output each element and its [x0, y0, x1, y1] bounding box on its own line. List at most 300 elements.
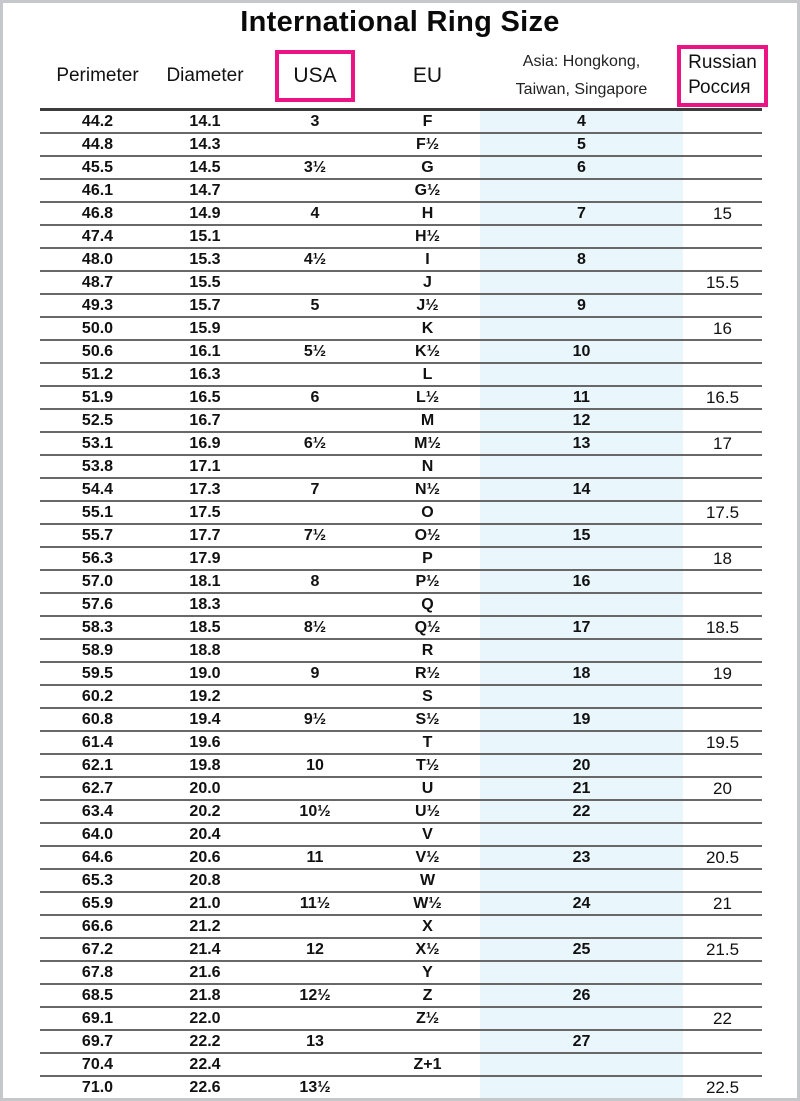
cell-eu: N½ — [415, 480, 440, 498]
cell-diameter: 22.6 — [189, 1078, 221, 1096]
cell-usa: 8 — [310, 572, 320, 590]
cell-asia: 8 — [480, 249, 683, 270]
cell-eu: P½ — [415, 572, 440, 590]
cell-diameter: 21.4 — [189, 940, 221, 958]
cell-usa — [255, 686, 375, 707]
cell-asia — [480, 732, 683, 753]
cell-russian — [683, 111, 762, 132]
cell-asia: 16 — [480, 571, 683, 592]
cell-russian: 17 — [713, 434, 732, 453]
cell-eu: U — [421, 779, 434, 797]
cell-perimeter: 66.6 — [81, 917, 114, 935]
table-row — [40, 686, 762, 709]
cell-asia — [480, 686, 683, 707]
cell-russian: 15 — [713, 204, 732, 223]
table-row — [40, 548, 762, 571]
cell-russian: 19.5 — [705, 733, 740, 752]
cell-russian — [683, 341, 762, 362]
cell-usa: 5½ — [303, 342, 327, 360]
cell-diameter: 22.0 — [189, 1009, 221, 1027]
cell-perimeter: 49.3 — [81, 296, 114, 314]
cell-eu: N — [421, 457, 434, 475]
column-header-perimeter: Perimeter — [56, 65, 139, 86]
cell-perimeter: 53.8 — [81, 457, 114, 475]
table-row — [40, 410, 762, 433]
cell-asia — [480, 962, 683, 983]
cell-perimeter: 46.8 — [81, 204, 114, 222]
cell-perimeter: 62.7 — [81, 779, 114, 797]
cell-eu: I — [425, 250, 430, 268]
cell-usa: 9½ — [303, 710, 327, 728]
table-row — [40, 893, 762, 916]
cell-asia — [480, 824, 683, 845]
cell-perimeter: 70.4 — [81, 1055, 114, 1073]
cell-russian — [683, 962, 762, 983]
cell-russian — [683, 916, 762, 937]
table-row — [40, 341, 762, 364]
table-row — [40, 502, 762, 525]
cell-diameter: 21.8 — [189, 986, 221, 1004]
table-row — [40, 571, 762, 594]
cell-eu: K — [421, 319, 434, 337]
column-header-asia — [516, 48, 648, 104]
cell-russian — [683, 985, 762, 1006]
cell-usa: 5 — [310, 296, 320, 314]
page-title: International Ring Size — [240, 6, 560, 38]
table-row — [40, 226, 762, 249]
table-row — [40, 272, 762, 295]
cell-usa — [255, 916, 375, 937]
cell-perimeter: 71.0 — [81, 1078, 114, 1096]
cell-diameter: 16.5 — [189, 388, 221, 406]
table-row — [40, 318, 762, 341]
cell-perimeter: 60.8 — [81, 710, 114, 728]
cell-diameter: 18.5 — [189, 618, 221, 636]
cell-asia: 17 — [480, 617, 683, 638]
cell-russian — [683, 870, 762, 891]
cell-eu: Q — [421, 595, 434, 613]
cell-eu: R½ — [415, 664, 440, 682]
cell-diameter: 14.9 — [189, 204, 221, 222]
cell-diameter: 22.4 — [189, 1055, 221, 1073]
cell-russian — [683, 571, 762, 592]
cell-usa — [255, 226, 375, 247]
cell-perimeter: 50.0 — [81, 319, 114, 337]
cell-asia: 12 — [480, 410, 683, 431]
table-row — [40, 180, 762, 203]
cell-perimeter: 48.7 — [81, 273, 114, 291]
cell-russian: 19 — [713, 664, 732, 683]
table-row — [40, 525, 762, 548]
cell-russian: 18.5 — [705, 618, 740, 637]
cell-diameter: 15.3 — [189, 250, 221, 268]
cell-eu: J½ — [416, 296, 439, 314]
cell-diameter: 16.1 — [189, 342, 221, 360]
cell-usa: 11 — [306, 848, 324, 866]
usa-highlight-box — [275, 50, 354, 102]
cell-asia — [480, 594, 683, 615]
cell-diameter: 17.7 — [189, 526, 221, 544]
cell-usa: 7½ — [303, 526, 327, 544]
cell-asia — [480, 1008, 683, 1029]
cell-asia — [480, 364, 683, 385]
cell-eu: V — [422, 825, 433, 843]
russian-label-line1: Russian — [688, 52, 757, 74]
column-header-russian — [677, 45, 768, 106]
cell-perimeter: 62.1 — [81, 756, 114, 774]
cell-eu: H½ — [415, 227, 440, 245]
cell-eu: F½ — [415, 135, 440, 153]
table-row — [40, 663, 762, 686]
cell-eu: F — [422, 112, 433, 130]
cell-perimeter: 46.1 — [81, 181, 114, 199]
cell-asia: 9 — [480, 295, 683, 316]
cell-asia: 10 — [480, 341, 683, 362]
cell-asia — [480, 318, 683, 339]
cell-asia: 25 — [480, 939, 683, 960]
cell-russian: 15.5 — [705, 273, 740, 292]
cell-asia: 22 — [480, 801, 683, 822]
cell-diameter: 19.8 — [189, 756, 221, 774]
cell-diameter: 17.5 — [189, 503, 221, 521]
cell-russian — [683, 295, 762, 316]
cell-diameter: 19.0 — [189, 664, 221, 682]
table-header-row — [40, 44, 762, 111]
table-row — [40, 778, 762, 801]
cell-diameter: 21.2 — [189, 917, 221, 935]
cell-usa: 12½ — [299, 986, 331, 1004]
cell-russian — [683, 1054, 762, 1075]
cell-perimeter: 57.6 — [81, 595, 114, 613]
cell-diameter: 18.1 — [189, 572, 221, 590]
cell-eu — [375, 1077, 480, 1098]
cell-usa — [255, 364, 375, 385]
cell-usa: 7 — [310, 480, 320, 498]
cell-perimeter: 51.2 — [81, 365, 114, 383]
cell-diameter: 16.3 — [189, 365, 221, 383]
cell-diameter: 17.1 — [189, 457, 221, 475]
cell-russian — [683, 157, 762, 178]
cell-eu: S — [422, 687, 433, 705]
cell-usa: 8½ — [303, 618, 327, 636]
cell-eu: R — [421, 641, 434, 659]
cell-russian — [683, 134, 762, 155]
cell-russian: 22.5 — [705, 1078, 740, 1097]
column-header-diameter: Diameter — [166, 65, 244, 86]
cell-russian: 21.5 — [705, 940, 740, 959]
cell-eu: T — [422, 733, 433, 751]
table-row — [40, 203, 762, 226]
table-row — [40, 157, 762, 180]
russian-highlight-box — [677, 45, 768, 106]
cell-usa — [255, 134, 375, 155]
cell-diameter: 22.2 — [189, 1032, 221, 1050]
asia-label-line2: Taiwan, Singapore — [515, 81, 648, 98]
cell-usa — [255, 410, 375, 431]
cell-eu: P — [422, 549, 433, 567]
cell-perimeter: 65.3 — [81, 871, 114, 889]
cell-perimeter: 44.2 — [81, 112, 114, 130]
table-row — [40, 479, 762, 502]
cell-usa: 13½ — [299, 1078, 331, 1096]
cell-eu: M — [420, 411, 435, 429]
cell-eu: L½ — [415, 388, 440, 406]
column-header-eu: EU — [412, 64, 443, 87]
cell-russian — [683, 479, 762, 500]
cell-diameter: 15.5 — [189, 273, 221, 291]
cell-eu: O — [421, 503, 434, 521]
cell-asia: 15 — [480, 525, 683, 546]
cell-eu: K½ — [415, 342, 440, 360]
cell-eu: W — [419, 871, 436, 889]
cell-usa: 3½ — [303, 158, 327, 176]
table-row — [40, 1054, 762, 1077]
cell-russian: 18 — [713, 549, 732, 568]
cell-eu: G½ — [414, 181, 441, 199]
table-row — [40, 985, 762, 1008]
cell-perimeter: 54.4 — [81, 480, 114, 498]
table-row — [40, 134, 762, 157]
cell-eu: Z — [422, 986, 433, 1004]
cell-diameter: 14.1 — [189, 112, 221, 130]
cell-perimeter: 59.5 — [81, 664, 114, 682]
table-row — [40, 1008, 762, 1031]
cell-usa: 9 — [310, 664, 320, 682]
column-header-usa — [275, 50, 354, 102]
cell-diameter: 20.0 — [189, 779, 221, 797]
cell-asia: 18 — [480, 663, 683, 684]
cell-russian: 20.5 — [705, 848, 740, 867]
cell-diameter: 14.3 — [189, 135, 221, 153]
cell-diameter: 16.9 — [189, 434, 221, 452]
cell-russian — [683, 456, 762, 477]
cell-perimeter: 58.3 — [81, 618, 114, 636]
cell-perimeter: 55.1 — [81, 503, 114, 521]
cell-eu — [375, 1031, 480, 1052]
cell-perimeter: 44.8 — [81, 135, 114, 153]
cell-eu: T½ — [415, 756, 440, 774]
cell-perimeter: 51.9 — [81, 388, 114, 406]
cell-perimeter: 50.6 — [81, 342, 114, 360]
cell-asia: 11 — [480, 387, 683, 408]
cell-asia — [480, 272, 683, 293]
cell-asia: 26 — [480, 985, 683, 1006]
cell-asia: 27 — [480, 1031, 683, 1052]
cell-usa — [255, 502, 375, 523]
cell-russian — [683, 180, 762, 201]
cell-perimeter: 63.4 — [81, 802, 114, 820]
table-row — [40, 640, 762, 663]
cell-perimeter: 56.3 — [81, 549, 114, 567]
russian-label-line2: Россия — [688, 77, 751, 98]
cell-eu: L — [422, 365, 433, 383]
cell-usa: 11½ — [299, 894, 331, 912]
cell-asia: 6 — [480, 157, 683, 178]
table-row — [40, 755, 762, 778]
cell-eu: J — [423, 273, 432, 291]
cell-usa: 3 — [310, 112, 320, 130]
cell-eu: Z½ — [415, 1009, 440, 1027]
cell-perimeter: 67.8 — [81, 963, 114, 981]
cell-diameter: 19.2 — [189, 687, 221, 705]
table-row — [40, 617, 762, 640]
table-row — [40, 801, 762, 824]
cell-eu: V½ — [415, 848, 440, 866]
cell-eu: G — [421, 158, 434, 176]
cell-perimeter: 60.2 — [81, 687, 114, 705]
cell-diameter: 14.5 — [189, 158, 221, 176]
cell-diameter: 14.7 — [189, 181, 221, 199]
cell-russian: 20 — [713, 779, 732, 798]
cell-diameter: 20.8 — [189, 871, 221, 889]
cell-eu: W½ — [413, 894, 442, 912]
table-row — [40, 387, 762, 410]
cell-usa: 12 — [306, 940, 324, 958]
cell-asia: 14 — [480, 479, 683, 500]
cell-asia: 4 — [480, 111, 683, 132]
cell-diameter: 15.7 — [189, 296, 221, 314]
cell-russian — [683, 410, 762, 431]
cell-eu: H — [421, 204, 434, 222]
cell-eu: Z+1 — [413, 1055, 442, 1073]
table-row — [40, 870, 762, 893]
cell-usa — [255, 272, 375, 293]
cell-diameter: 19.6 — [189, 733, 221, 751]
table-row — [40, 1031, 762, 1054]
cell-russian — [683, 594, 762, 615]
cell-usa: 10½ — [299, 802, 331, 820]
usa-label: USA — [293, 64, 337, 87]
cell-asia — [480, 502, 683, 523]
cell-asia: 21 — [480, 778, 683, 799]
cell-usa — [255, 1054, 375, 1075]
cell-eu: Y — [422, 963, 433, 981]
table-body — [40, 111, 762, 1100]
cell-usa — [255, 962, 375, 983]
cell-russian — [683, 755, 762, 776]
cell-asia: 23 — [480, 847, 683, 868]
cell-usa: 13 — [306, 1032, 324, 1050]
table-row — [40, 249, 762, 272]
table-row — [40, 962, 762, 985]
cell-perimeter: 57.0 — [81, 572, 114, 590]
cell-usa — [255, 1008, 375, 1029]
cell-usa — [255, 456, 375, 477]
cell-perimeter: 68.5 — [81, 986, 114, 1004]
cell-diameter: 21.0 — [189, 894, 221, 912]
cell-eu: X — [422, 917, 433, 935]
cell-usa — [255, 640, 375, 661]
cell-usa: 10 — [306, 756, 324, 774]
cell-russian — [683, 249, 762, 270]
cell-asia — [480, 226, 683, 247]
cell-usa — [255, 778, 375, 799]
cell-russian: 17.5 — [705, 503, 740, 522]
table-row — [40, 594, 762, 617]
cell-russian — [683, 364, 762, 385]
cell-perimeter: 52.5 — [81, 411, 114, 429]
cell-eu: Q½ — [414, 618, 441, 636]
cell-perimeter: 69.7 — [81, 1032, 114, 1050]
cell-asia: 7 — [480, 203, 683, 224]
cell-asia: 5 — [480, 134, 683, 155]
table-row — [40, 456, 762, 479]
table-row — [40, 1077, 762, 1100]
cell-perimeter: 55.7 — [81, 526, 114, 544]
table-row — [40, 433, 762, 456]
cell-diameter: 15.9 — [189, 319, 221, 337]
cell-asia — [480, 870, 683, 891]
cell-asia: 13 — [480, 433, 683, 454]
table-row — [40, 709, 762, 732]
cell-asia — [480, 1077, 683, 1098]
cell-russian: 21 — [713, 894, 732, 913]
cell-usa: 4½ — [303, 250, 327, 268]
cell-perimeter: 64.0 — [81, 825, 114, 843]
cell-russian — [683, 801, 762, 822]
cell-asia: 24 — [480, 893, 683, 914]
cell-usa: 6½ — [303, 434, 327, 452]
cell-diameter: 15.1 — [189, 227, 221, 245]
cell-usa — [255, 824, 375, 845]
cell-asia — [480, 180, 683, 201]
cell-eu: O½ — [414, 526, 441, 544]
cell-russian: 16.5 — [705, 388, 740, 407]
cell-asia — [480, 456, 683, 477]
cell-usa: 6 — [310, 388, 320, 406]
table-row — [40, 847, 762, 870]
cell-russian — [683, 226, 762, 247]
cell-asia: 19 — [480, 709, 683, 730]
cell-diameter: 18.3 — [189, 595, 221, 613]
cell-usa — [255, 732, 375, 753]
cell-asia — [480, 548, 683, 569]
cell-perimeter: 53.1 — [81, 434, 114, 452]
cell-perimeter: 58.9 — [81, 641, 114, 659]
cell-asia — [480, 916, 683, 937]
table-row — [40, 364, 762, 387]
cell-asia — [480, 640, 683, 661]
table-row — [40, 295, 762, 318]
cell-russian: 22 — [713, 1009, 732, 1028]
cell-perimeter: 47.4 — [81, 227, 114, 245]
cell-diameter: 19.4 — [189, 710, 221, 728]
cell-usa: 4 — [310, 204, 320, 222]
cell-usa — [255, 548, 375, 569]
cell-usa — [255, 594, 375, 615]
cell-asia — [480, 1054, 683, 1075]
table-row — [40, 824, 762, 847]
cell-eu: M½ — [414, 434, 441, 452]
cell-russian: 16 — [713, 319, 732, 338]
cell-diameter: 20.4 — [189, 825, 221, 843]
table-row — [40, 916, 762, 939]
cell-eu: S½ — [415, 710, 440, 728]
table-row — [40, 939, 762, 962]
cell-russian — [683, 525, 762, 546]
cell-usa — [255, 180, 375, 201]
cell-perimeter: 67.2 — [81, 940, 114, 958]
cell-usa — [255, 870, 375, 891]
cell-perimeter: 64.6 — [81, 848, 114, 866]
cell-russian — [683, 686, 762, 707]
cell-usa — [255, 318, 375, 339]
table-row — [40, 732, 762, 755]
cell-russian — [683, 1031, 762, 1052]
table-row — [40, 111, 762, 134]
cell-perimeter: 48.0 — [81, 250, 114, 268]
cell-diameter: 18.8 — [189, 641, 221, 659]
